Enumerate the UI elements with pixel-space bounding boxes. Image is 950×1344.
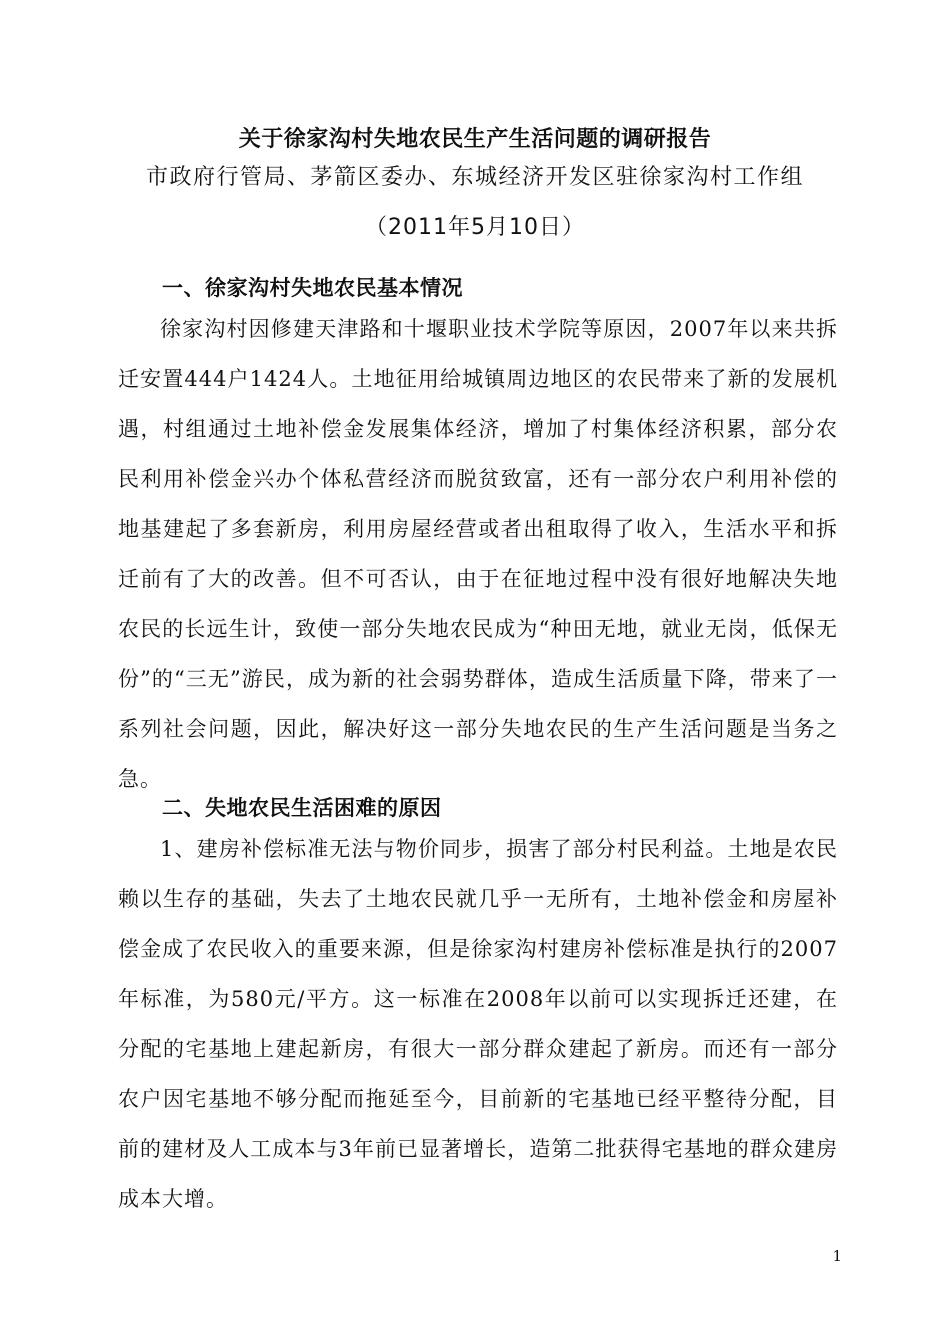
organization-line: 市政府行管局、茅箭区委办、东城经济开发区驻徐家沟村工作组 [145,165,804,190]
section-heading-2: 二、失地农民生活困难的原因 [162,796,442,820]
section-paragraph-2 [118,824,838,1224]
section-paragraph-1: 徐家沟村因修建天津路和十堰职业技术学院等原因，2007年以来共拆迁安置444户1424人。土地征用给城镇周边地区的农民带来了新的发展机遇，村组通过土地补偿金发展集体经济，增加了村集体经济积累，部分农民利用补偿金兴办个体私营经济而脱贫致富，还有一部分农户利用补偿的地基建起了多套新房，利用房屋经营或者出租取得了收入，生活水平和拆迁前有了大的改善。但不可否认，由于在征地过程中没有很好地解决失地农民的长远生计，致使一部分失地农民成为“种田无地，就业无岗，低保无份”的“三无”游民，成为新的社会弱势群体，造成生活质量下降，带来了一系列社会问题，因此，解决好这一部分失地农民的生产生活问题是当务之急。 [118,317,838,791]
section-heading-1: 一、徐家沟村失地农民基本情况 [162,276,463,300]
document-title: 关于徐家沟村失地农民生产生活问题的调研报告 [238,127,712,152]
paragraph-lead: 1、建房补偿标准无法与物价同步，损害了部分村民利益。 [160,837,728,861]
paragraph-body: 土地是农民赖以生存的基础，失去了土地农民就几乎一无所有，土地补偿金和房屋补偿金成了农民收入的重要来源，但是徐家沟村建房补偿标准是执行的2007年标准，为580元/平方。这一标准在2008年以前可以实现拆迁还建，在分配的宅基地上建起新房，有很大一部分群众建起了新房。而还有一部分农户因宅基地不够分配而拖延至今，目前新的宅基地已经平整待分配，目前的建材及人工成本与3年前已显著增长，造第二批获得宅基地的群众建房成本大增。 [118,837,839,1211]
page-number: 1 [832,1247,842,1265]
report-date: （2011年5月10日） [365,215,585,240]
